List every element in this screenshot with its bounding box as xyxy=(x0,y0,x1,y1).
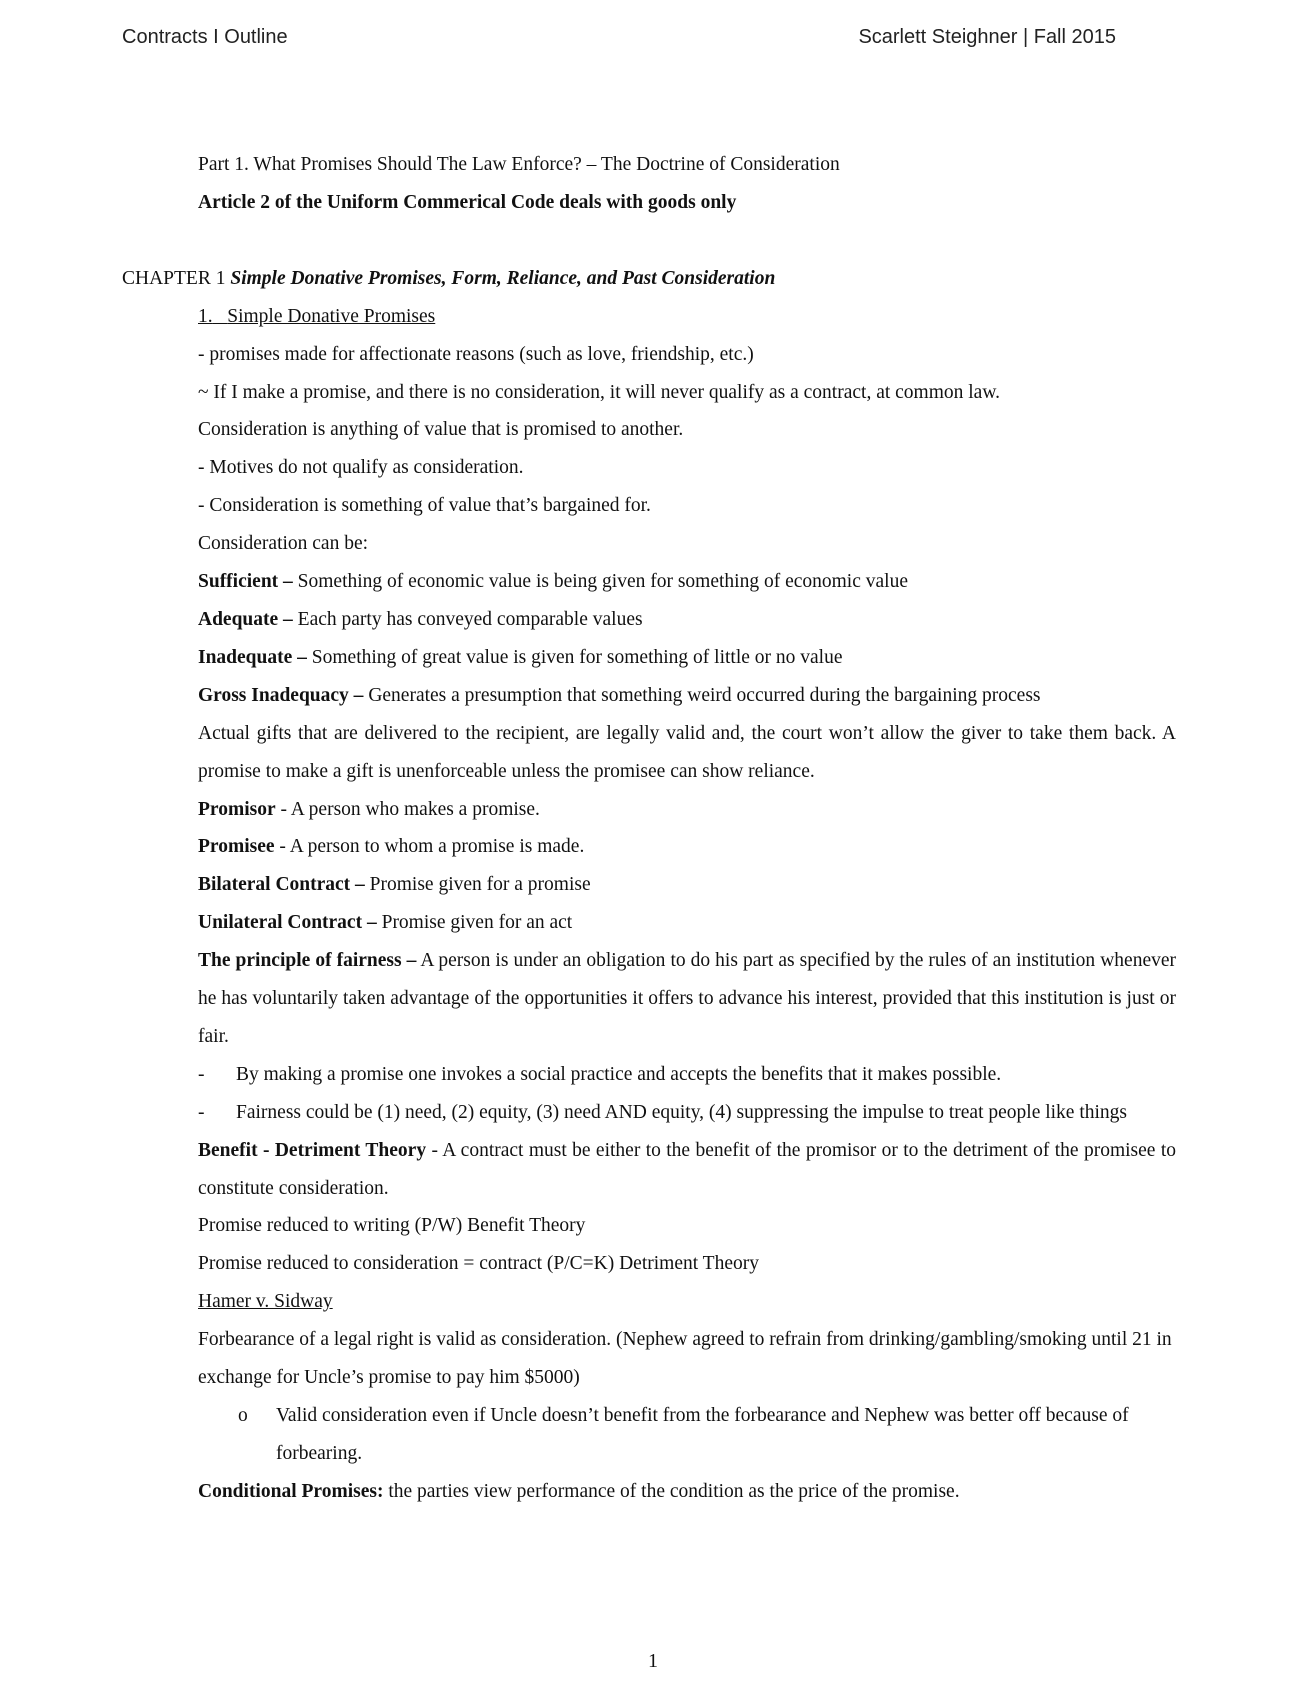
definition-text: A person is under an obligation to do his part as specified by the rules of an institution whenever he has voluntarily taken advantage of the opportunities it offers to advance his interest, provided that this institution is just or fair. xyxy=(198,950,1176,1047)
definition-gross-inadequacy xyxy=(198,677,1176,715)
definition-benefit-detriment xyxy=(198,1132,1176,1208)
chapter-heading xyxy=(122,260,1176,298)
fairness-bullet xyxy=(198,1056,1176,1094)
definition-term: The principle of fairness – xyxy=(198,950,417,972)
definition-term: Unilateral Contract – xyxy=(198,912,377,934)
text-line: - Motives do not qualify as consideration. xyxy=(198,457,524,479)
bullet-text: By making a promise one invokes a social practice and accepts the benefits that it makes possible. xyxy=(236,1063,1002,1085)
page-number: 1 xyxy=(648,1650,658,1672)
part-title: Part 1. What Promises Should The Law Enforce? – The Doctrine of Consideration xyxy=(198,154,840,175)
definition-fairness xyxy=(198,942,1176,1056)
text-line: Promise reduced to writing (P/W) Benefit Theory xyxy=(198,1215,586,1237)
bullet-marker: - xyxy=(198,1063,205,1085)
definition-text: Promise given for an act xyxy=(376,912,573,934)
bullet-marker: o xyxy=(238,1405,248,1426)
text-line: - Consideration is something of value that’s bargained for. xyxy=(198,495,651,517)
chapter-label: CHAPTER 1 xyxy=(122,267,226,289)
definition-term: Sufficient – xyxy=(198,571,293,593)
definition-term: Promisee xyxy=(198,836,275,858)
text-line: Consideration is anything of value that is promised to another. xyxy=(198,419,684,441)
case-name: Hamer v. Sidway xyxy=(198,1291,333,1313)
definition-text: Generates a presumption that something weird occurred during the bargaining process xyxy=(363,684,1041,706)
definition-term: Conditional Promises: xyxy=(198,1480,384,1502)
text-line: ~ If I make a promise, and there is no consideration, it will never qualify as a contract, at common law. xyxy=(198,381,1001,403)
text-line: - promises made for affectionate reasons (such as love, friendship, etc.) xyxy=(198,343,754,365)
definition-text: the parties view performance of the condition as the price of the promise. xyxy=(383,1480,960,1502)
definition-text: - A contract must be either to the benefit of the promisor or to the detriment of the promisee to constitute consideration. xyxy=(198,1139,1176,1199)
chapter-title: Simple Donative Promises, Form, Reliance, and Past Consideration xyxy=(230,267,776,289)
bullet-marker: - xyxy=(198,1101,205,1123)
definition-text: Promise given for a promise xyxy=(364,874,591,896)
definition-term: Promisor xyxy=(198,798,276,820)
definition-term: Gross Inadequacy – xyxy=(198,684,364,706)
article-note: Article 2 of the Uniform Commerical Code deals with goods only xyxy=(198,191,737,213)
definition-text: Something of great value is given for something of little or no value xyxy=(306,646,843,668)
case-holding: Forbearance of a legal right is valid as consideration. (Nephew agreed to refrain from drinking/gambling/smoking until 21 in exchange for Uncle’s promise to pay him $5000) xyxy=(198,1329,1172,1389)
text-line: Consideration can be: xyxy=(198,533,369,555)
definition-conditional xyxy=(198,1473,1176,1511)
header-right: Scarlett Steighner | Fall 2015 xyxy=(858,26,1116,48)
definition-promisee xyxy=(198,828,1176,866)
fairness-bullet xyxy=(198,1094,1176,1132)
document-body xyxy=(122,146,1176,1511)
bullet-text: Fairness could be (1) need, (2) equity, (3) need AND equity, (4) suppressing the impulse to treat people like things xyxy=(236,1101,1128,1123)
definition-unilateral xyxy=(198,904,1176,942)
section-number: 1. xyxy=(198,305,213,327)
gifts-paragraph: Actual gifts that are delivered to the recipient, are legally valid and, the court won’t allow the giver to take them back. A promise to make a gift is unenforceable unless the promisee can show reliance. xyxy=(198,722,1176,782)
definition-bilateral xyxy=(198,866,1176,904)
definition-term: Benefit - Detriment Theory xyxy=(198,1139,427,1161)
definition-text: Each party has conveyed comparable values xyxy=(292,608,643,630)
definition-text: Something of economic value is being given for something of economic value xyxy=(292,571,908,593)
section-heading xyxy=(198,298,1176,336)
definition-term: Inadequate – xyxy=(198,646,307,668)
definition-sufficient xyxy=(198,563,1176,601)
definition-inadequate xyxy=(198,639,1176,677)
definition-adequate xyxy=(198,601,1176,639)
definition-term: Bilateral Contract – xyxy=(198,874,365,896)
definition-promisor xyxy=(198,791,1176,829)
text-line: Promise reduced to consideration = contract (P/C=K) Detriment Theory xyxy=(198,1253,759,1275)
case-subpoint xyxy=(238,1397,1176,1473)
section-title: Simple Donative Promises xyxy=(227,305,436,327)
definition-text: - A person to whom a promise is made. xyxy=(274,836,585,858)
definition-text: - A person who makes a promise. xyxy=(275,798,540,820)
definition-term: Adequate – xyxy=(198,608,293,630)
bullet-text: Valid consideration even if Uncle doesn’t benefit from the forbearance and Nephew was better off because of forbearing. xyxy=(276,1405,1129,1464)
header-left: Contracts I Outline xyxy=(122,26,288,48)
